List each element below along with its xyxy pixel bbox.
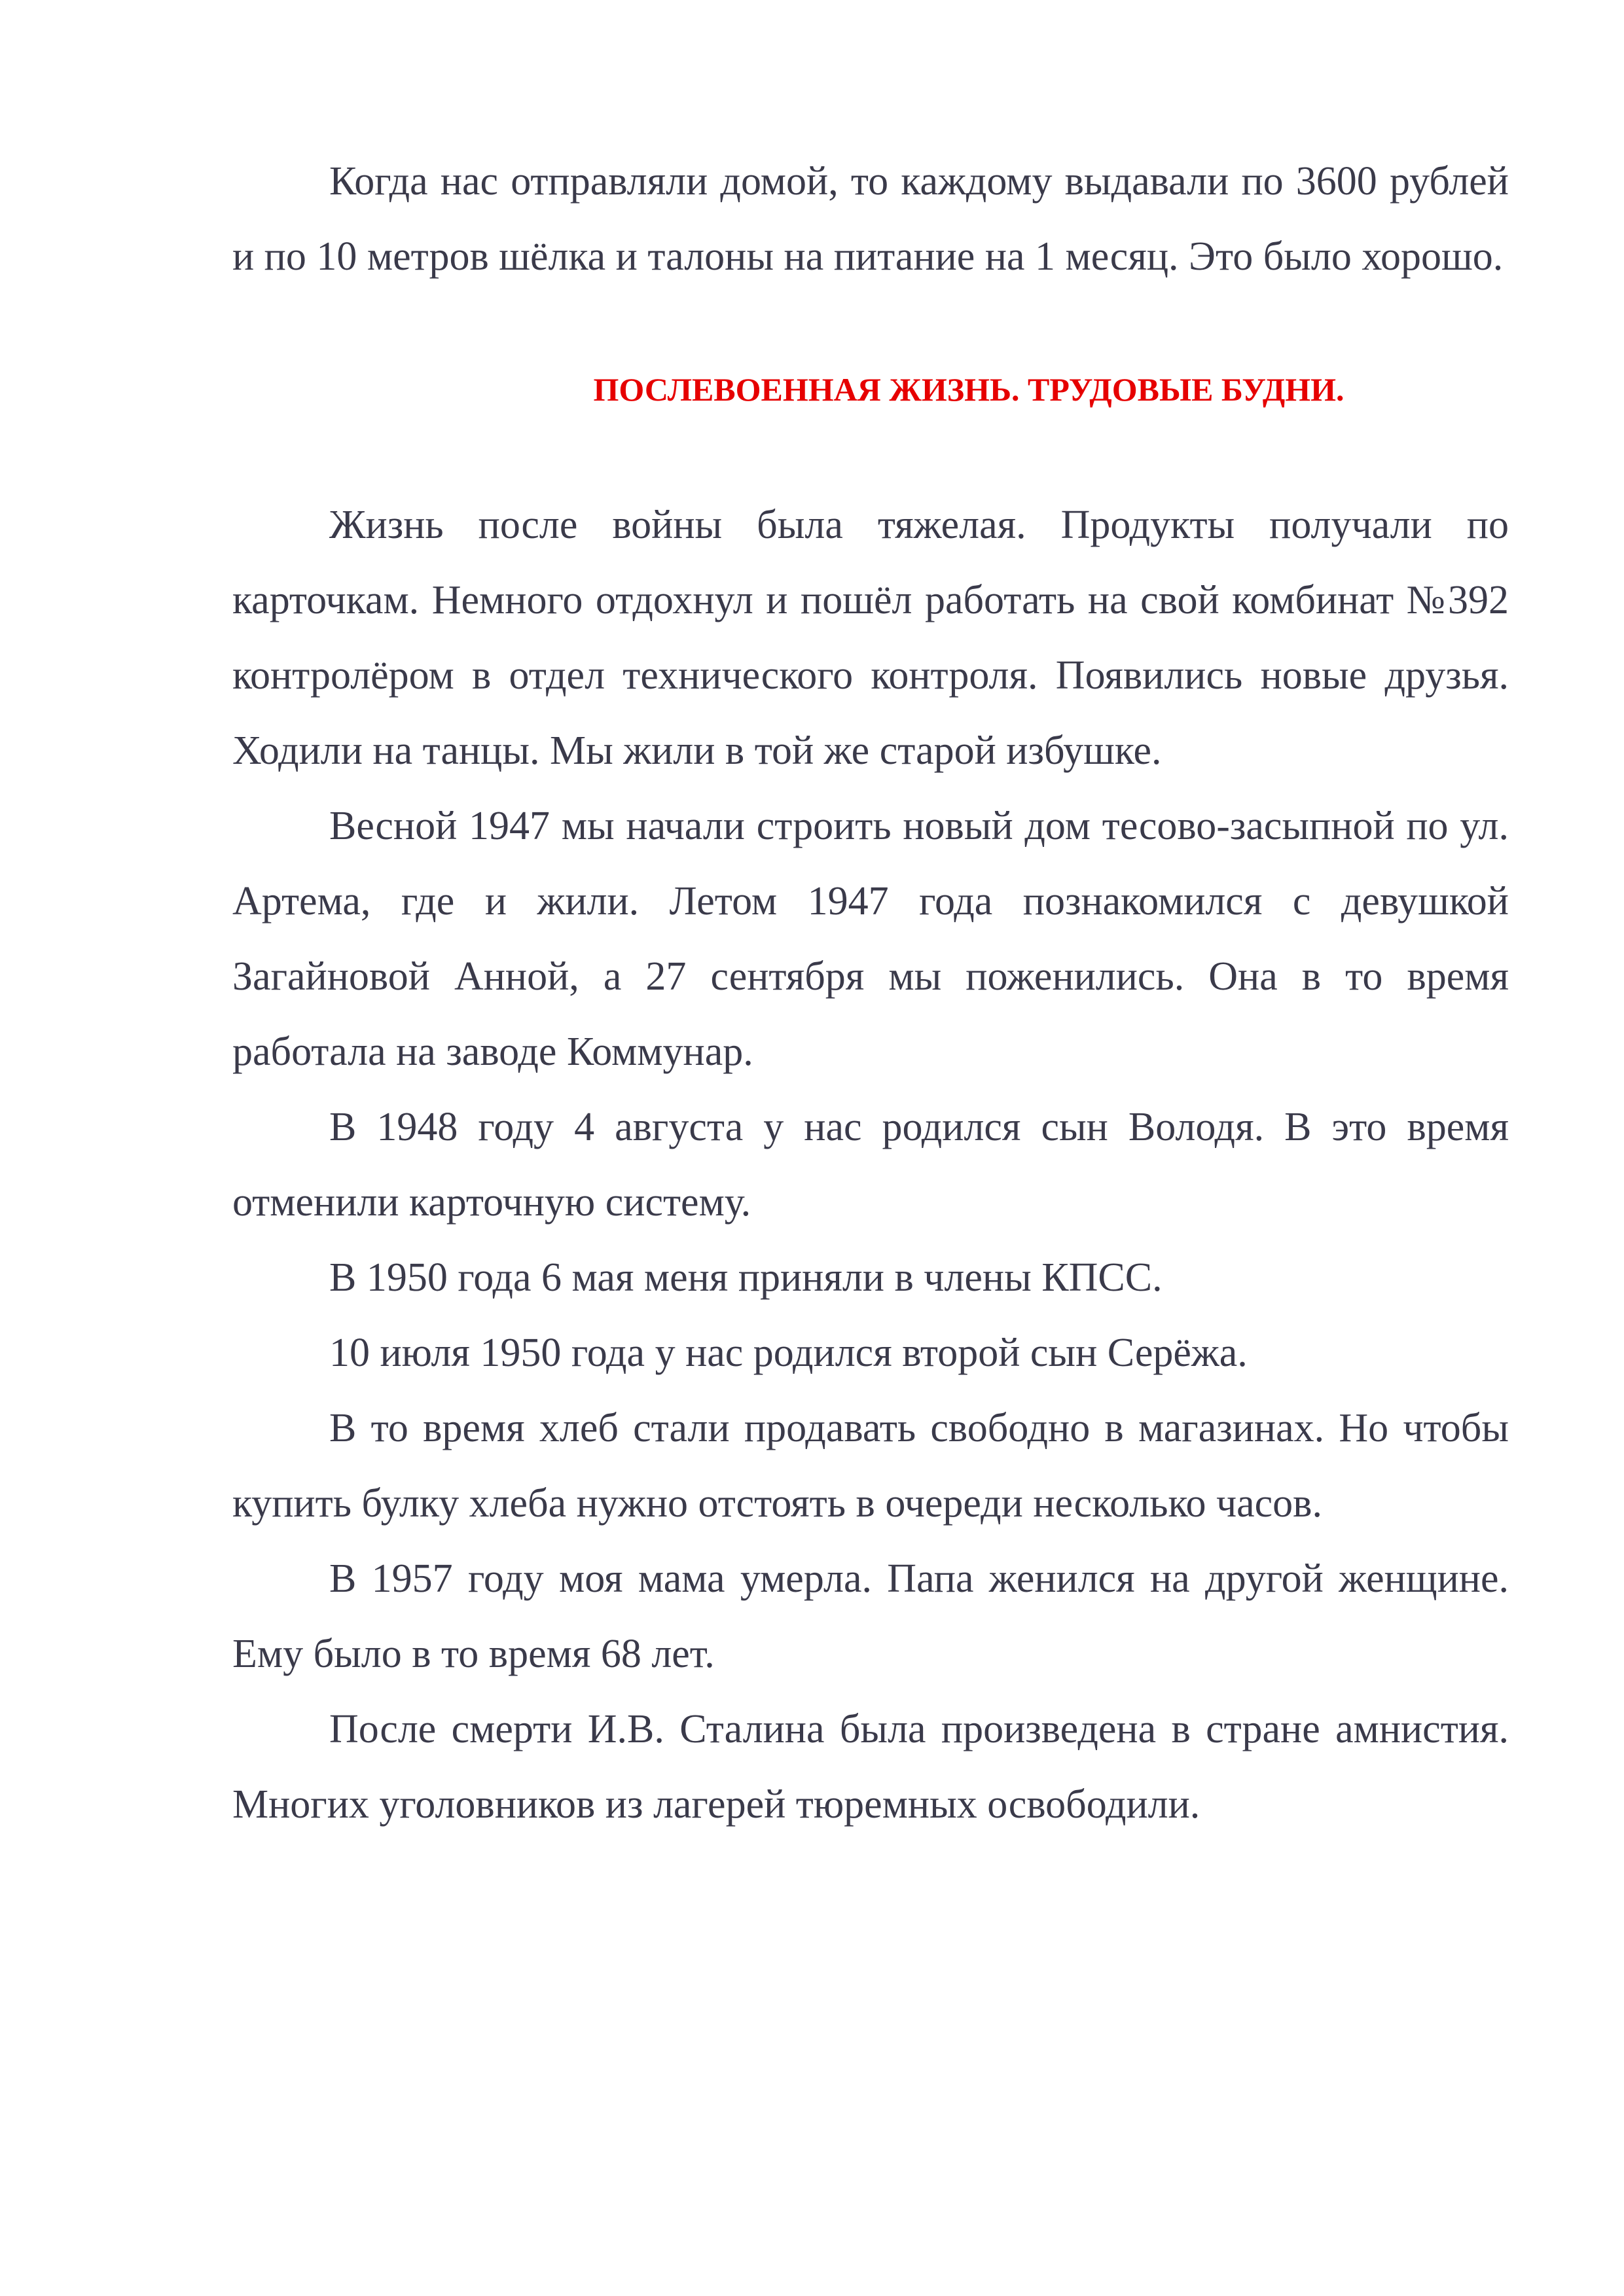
paragraph-new-house: Весной 1947 мы начали строить новый дом тесово-засыпной по ул. Артема, где и жили. Летом 1947 года познакомился с девушкой Загайновой Анной, а 27 сентября мы поженились. Она в то время работала на заводе Коммунар. bbox=[232, 804, 1509, 1074]
paragraph-kpss: В 1950 года 6 мая меня приняли в члены КПСС. bbox=[329, 1255, 1163, 1300]
paragraph-son-seryozha: 10 июля 1950 года у нас родился второй сын Серёжа. bbox=[329, 1331, 1248, 1375]
paragraph-son-volodya: В 1948 году 4 августа у нас родился сын Володя. В это время отменили карточную систему. bbox=[232, 1105, 1509, 1225]
paragraph-mother: В 1957 году моя мама умерла. Папа женился на другой женщине. Ему было в то время 68 лет. bbox=[232, 1556, 1509, 1676]
document-body bbox=[232, 144, 1509, 1842]
paragraph-postwar-life: Жизнь после войны была тяжелая. Продукты получали по карточкам. Немного отдохнул и пошёл работать на свой комбинат №392 контролёром в отдел технического контроля. Появились новые друзья. Ходили на танцы. Мы жили в той же старой избушке. bbox=[232, 503, 1509, 773]
intro-paragraph: Когда нас отправляли домой, то каждому выдавали по 3600 рублей и по 10 метров шёлка и талоны на питание на 1 месяц. Это было хорошо. bbox=[232, 159, 1509, 279]
paragraph-amnesty: После смерти И.В. Сталина была произведена в стране амнистия. Многих уголовников из лагерей тюремных освободили. bbox=[232, 1707, 1509, 1827]
section-heading: ПОСЛЕВОЕННАЯ ЖИЗНЬ. ТРУДОВЫЕ БУДНИ. bbox=[593, 371, 1344, 408]
paragraph-bread: В то время хлеб стали продавать свободно в магазинах. Но чтобы купить булку хлеба нужно отстоять в очереди несколько часов. bbox=[232, 1406, 1509, 1526]
